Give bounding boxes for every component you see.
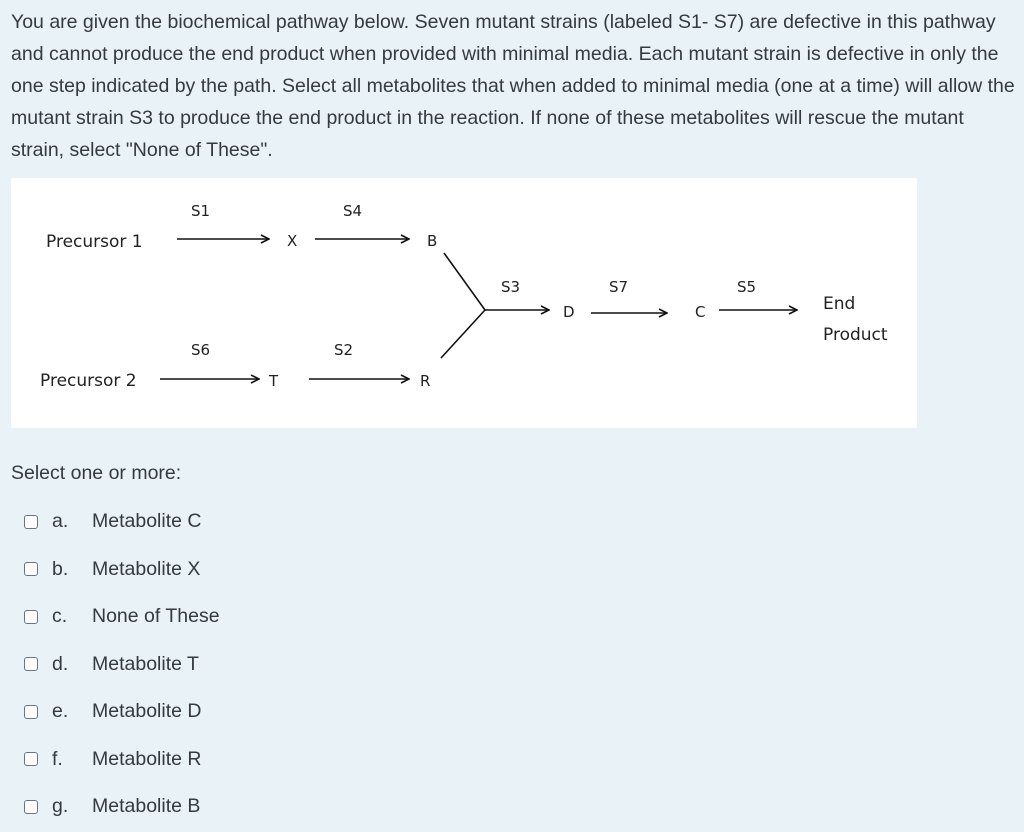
checkbox[interactable] — [24, 657, 38, 671]
checkbox[interactable] — [24, 800, 38, 814]
end-product-line-2: Product — [823, 325, 888, 345]
metabolite-c-label: C — [695, 303, 706, 321]
checkbox[interactable] — [24, 705, 38, 719]
checkbox[interactable] — [24, 515, 38, 529]
option-b[interactable] — [24, 546, 220, 594]
metabolite-x-label: X — [287, 232, 298, 250]
option-a[interactable] — [24, 498, 220, 546]
option-letter: f. — [52, 747, 63, 770]
checkbox[interactable] — [24, 752, 38, 766]
option-label: None of These — [92, 605, 220, 628]
select-prompt: Select one or more: — [11, 462, 182, 484]
option-e[interactable] — [24, 688, 220, 736]
metabolite-t-label: T — [269, 372, 279, 390]
s7-label: S7 — [609, 278, 629, 296]
answer-options — [24, 498, 220, 831]
option-label: Metabolite B — [92, 795, 201, 818]
checkbox[interactable] — [24, 562, 38, 576]
option-g[interactable] — [24, 783, 220, 831]
s2-label: S2 — [334, 341, 354, 359]
pathway-svg — [11, 178, 917, 428]
checkbox[interactable] — [24, 610, 38, 624]
r-join-line — [441, 310, 485, 358]
option-label: Metabolite X — [92, 557, 201, 580]
option-letter: g. — [52, 795, 69, 818]
option-letter: c. — [52, 605, 68, 628]
metabolite-d-label: D — [563, 303, 575, 321]
question-text: You are given the biochemical pathway below. Seven mutant strains (labeled S1- S7) are defective in this pathway and cannot produce the end product when provided with minimal media. Each mutant strain is defective in only the one step indicated by the path. Select all metabolites that when added to minimal media (one at a time) will allow the mutant strain S3 to produce the end product in the reaction. If none of these metabolites will rescue the mutant strain, select "None of These". — [11, 11, 1015, 161]
option-label: Metabolite R — [92, 747, 202, 770]
option-f[interactable] — [24, 736, 220, 784]
pathway-diagram — [11, 178, 917, 428]
metabolite-b-label: B — [427, 232, 438, 250]
option-d[interactable] — [24, 641, 220, 689]
option-label: Metabolite C — [92, 510, 202, 533]
metabolite-r-label: R — [420, 372, 431, 390]
precursor-1-label: Precursor 1 — [46, 232, 143, 252]
s6-label: S6 — [191, 341, 211, 359]
option-label: Metabolite T — [92, 652, 199, 675]
end-product-line-1: End — [823, 294, 856, 314]
option-letter: e. — [52, 700, 69, 723]
option-c[interactable] — [24, 593, 220, 641]
s5-label: S5 — [737, 278, 757, 296]
option-letter: d. — [52, 652, 69, 675]
option-letter: b. — [52, 557, 69, 580]
s1-label: S1 — [191, 202, 211, 220]
s4-label: S4 — [343, 202, 363, 220]
option-letter: a. — [52, 510, 69, 533]
b-join-line — [444, 253, 485, 310]
precursor-2-label: Precursor 2 — [40, 371, 137, 391]
s3-label: S3 — [501, 278, 521, 296]
option-label: Metabolite D — [92, 700, 202, 723]
